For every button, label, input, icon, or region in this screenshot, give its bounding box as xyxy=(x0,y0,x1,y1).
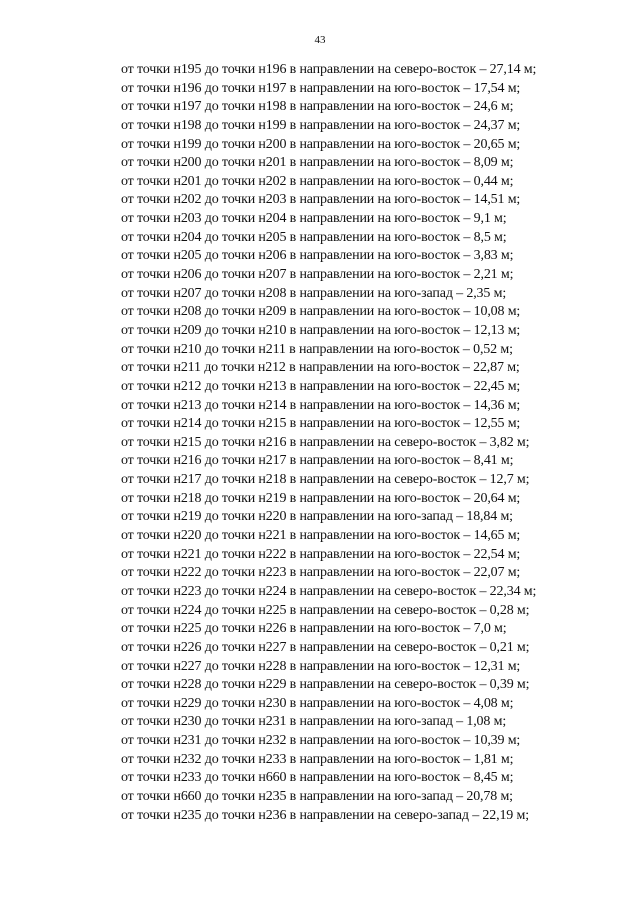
boundary-line: от точки н228 до точки н229 в направлении на северо-восток – 0,39 м; xyxy=(121,677,530,693)
boundary-line: от точки н210 до точки н211 в направлении на юго-восток – 0,52 м; xyxy=(121,341,513,357)
boundary-line: от точки н207 до точки н208 в направлении на юго-запад – 2,35 м; xyxy=(121,285,507,301)
boundary-line: от точки н660 до точки н235 в направлении на юго-запад – 20,78 м; xyxy=(121,788,513,804)
boundary-line: от точки н217 до точки н218 в направлении на северо-восток – 12,7 м; xyxy=(121,472,530,488)
boundary-line: от точки н221 до точки н222 в направлении на юго-восток – 22,54 м; xyxy=(121,546,521,562)
boundary-line: от точки н232 до точки н233 в направлении на юго-восток – 1,81 м; xyxy=(121,751,514,767)
boundary-line: от точки н200 до точки н201 в направлении на юго-восток – 8,09 м; xyxy=(121,155,514,171)
boundary-line: от точки н220 до точки н221 в направлении на юго-восток – 14,65 м; xyxy=(121,528,521,544)
boundary-line: от точки н206 до точки н207 в направлении на юго-восток – 2,21 м; xyxy=(121,267,514,283)
boundary-line: от точки н212 до точки н213 в направлении на юго-восток – 22,45 м; xyxy=(121,378,521,394)
boundary-line: от точки н215 до точки н216 в направлении на северо-восток – 3,82 м; xyxy=(121,434,530,450)
boundary-line: от точки н201 до точки н202 в направлении на юго-восток – 0,44 м; xyxy=(121,173,514,189)
boundary-line: от точки н196 до точки н197 в направлении на юго-восток – 17,54 м; xyxy=(121,80,521,96)
boundary-line: от точки н214 до точки н215 в направлении на юго-восток – 12,55 м; xyxy=(121,416,521,432)
boundary-line: от точки н209 до точки н210 в направлении на юго-восток – 12,13 м; xyxy=(121,322,521,338)
boundary-line: от точки н203 до точки н204 в направлении на юго-восток – 9,1 м; xyxy=(121,211,507,227)
boundary-line: от точки н213 до точки н214 в направлении на юго-восток – 14,36 м; xyxy=(121,397,521,413)
boundary-line: от точки н229 до точки н230 в направлении на юго-восток – 4,08 м; xyxy=(121,695,514,711)
boundary-line: от точки н233 до точки н660 в направлении на юго-восток – 8,45 м; xyxy=(121,770,514,786)
boundary-line: от точки н195 до точки н196 в направлении на северо-восток – 27,14 м; xyxy=(121,62,537,77)
boundary-line: от точки н225 до точки н226 в направлении на юго-восток – 7,0 м; xyxy=(121,621,507,637)
boundary-line: от точки н231 до точки н232 в направлении на юго-восток – 10,39 м; xyxy=(121,733,521,749)
boundary-line: от точки н197 до точки н198 в направлении на юго-восток – 24,6 м; xyxy=(121,99,514,115)
boundary-line: от точки н224 до точки н225 в направлении на северо-восток – 0,28 м; xyxy=(121,602,530,618)
boundary-line: от точки н216 до точки н217 в направлении на юго-восток – 8,41 м; xyxy=(121,453,514,469)
boundary-line: от точки н205 до точки н206 в направлении на юго-восток – 3,83 м; xyxy=(121,248,514,264)
boundary-line: от точки н226 до точки н227 в направлении на северо-восток – 0,21 м; xyxy=(121,639,530,655)
boundary-description-list xyxy=(121,61,621,825)
boundary-line: от точки н198 до точки н199 в направлении на юго-восток – 24,37 м; xyxy=(121,117,521,133)
boundary-line: от точки н227 до точки н228 в направлении на юго-восток – 12,31 м; xyxy=(121,658,521,674)
boundary-line: от точки н223 до точки н224 в направлении на северо-восток – 22,34 м; xyxy=(121,583,537,599)
page-number: 43 xyxy=(314,34,326,46)
boundary-line: от точки н202 до точки н203 в направлении на юго-восток – 14,51 м; xyxy=(121,192,521,208)
boundary-line: от точки н211 до точки н212 в направлении на юго-восток – 22,87 м; xyxy=(121,360,520,376)
boundary-line: от точки н204 до точки н205 в направлении на юго-восток – 8,5 м; xyxy=(121,229,507,245)
boundary-line: от точки н218 до точки н219 в направлении на юго-восток – 20,64 м; xyxy=(121,490,521,506)
boundary-line: от точки н199 до точки н200 в направлении на юго-восток – 20,65 м; xyxy=(121,136,521,152)
boundary-line: от точки н235 до точки н236 в направлении на северо-запад – 22,19 м; xyxy=(121,807,529,823)
boundary-line: от точки н219 до точки н220 в направлении на юго-запад – 18,84 м; xyxy=(121,509,513,525)
boundary-line: от точки н222 до точки н223 в направлении на юго-восток – 22,07 м; xyxy=(121,565,521,581)
boundary-line: от точки н230 до точки н231 в направлении на юго-запад – 1,08 м; xyxy=(121,714,507,730)
boundary-line: от точки н208 до точки н209 в направлении на юго-восток – 10,08 м; xyxy=(121,304,521,320)
